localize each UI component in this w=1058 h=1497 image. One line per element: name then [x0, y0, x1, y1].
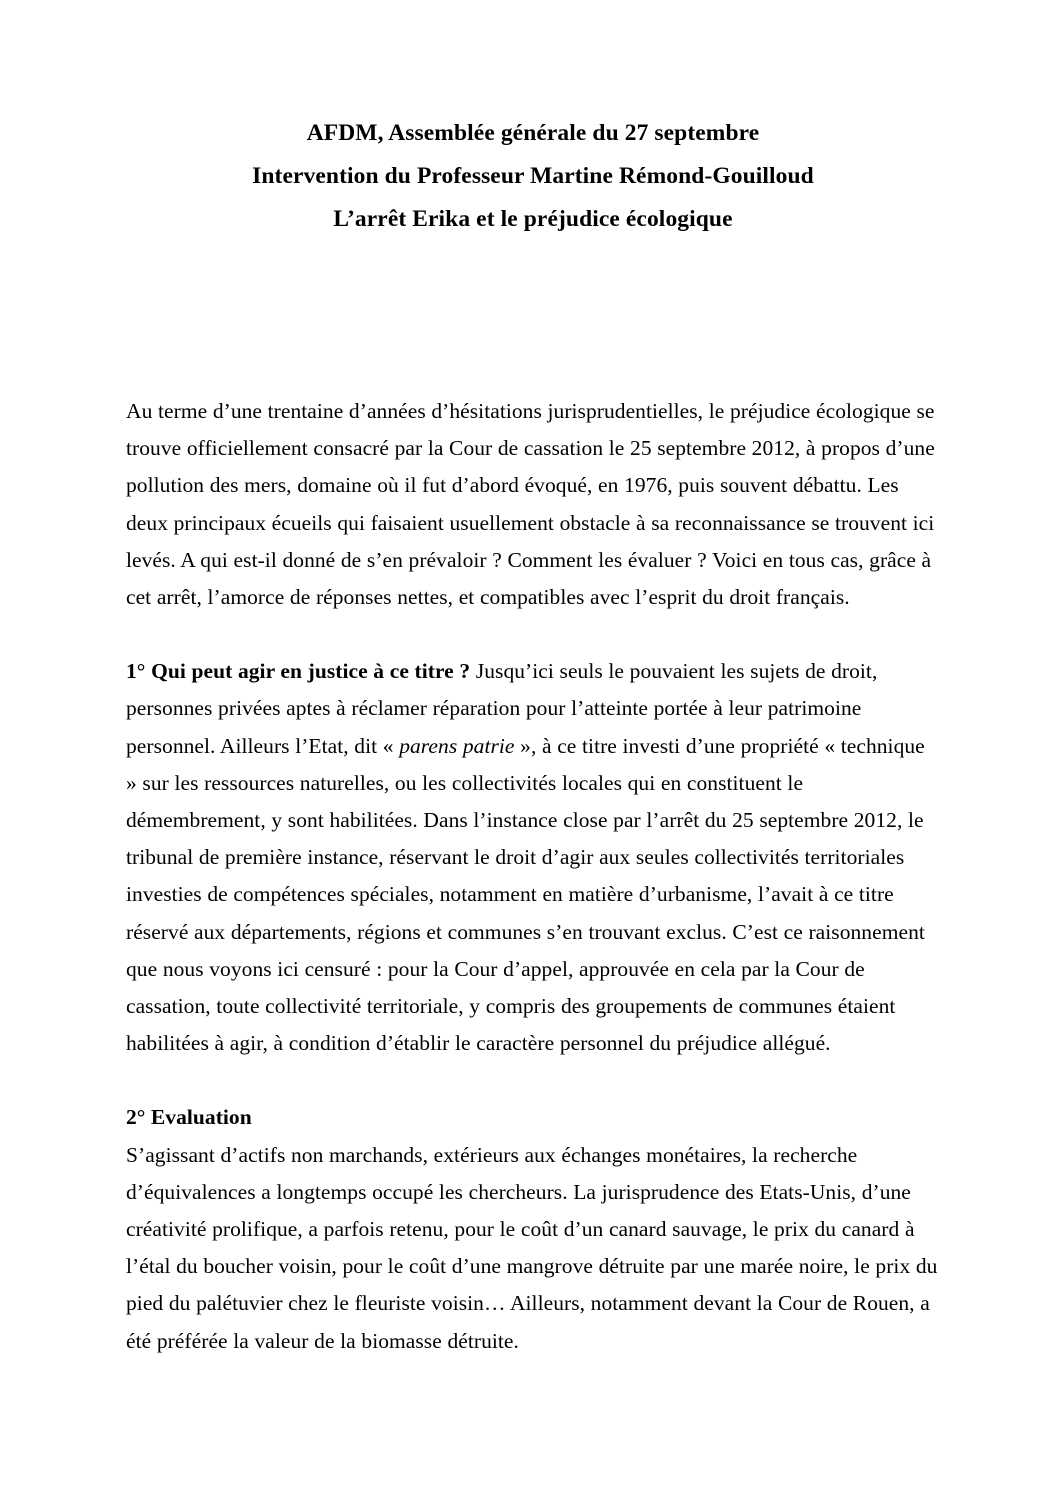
paragraph-section-2: S’agissant d’actifs non marchands, extérieurs aux échanges monétaires, la recherche d’équivalences a longtemps occupé les chercheurs. La jurisprudence des Etats-Unis, d’une créativité prolifique, a parfois retenu, pour le coût d’un canard sauvage, le prix du canard à l’étal du boucher voisin, pour le coût d’une mangrove détruite par une marée noire, le prix du pied du palétuvier chez le fleuriste voisin… Ailleurs, notamment devant la Cour de Rouen, a été préférée la valeur de la biomasse détruite. — [126, 1142, 938, 1353]
spacer-before-section-2 — [126, 1062, 940, 1099]
page-content — [126, 0, 940, 1360]
document-title — [126, 112, 940, 241]
spacer-before-intro — [126, 241, 940, 393]
spacer-before-section-1 — [126, 616, 940, 653]
title-line-2: Intervention du Professeur Martine Rémond-Gouilloud — [252, 163, 814, 189]
section-1-text-part-2: », à ce titre investi d’une propriété « technique » sur les ressources naturelles, ou les collectivités locales qui en constituent le démembrement, y sont habilitées. Dans l’instance close par l’arrêt du 25 septembre 2012, le tribunal de première instance, réservant le droit d’agir aux seules collectivités territoriales investies de compétences spéciales, notamment en matière d’urbanisme, l’avait à ce titre réservé aux départements, régions et communes s’en trouvant exclus. C’est ce raisonnement que nous voyons ici censuré : pour la Cour d’appel, approuvée en cela par la Cour de cassation, toute collectivité territoriale, y compris des groupements de communes étaient habilitées à agir, à condition d’établir le caractère personnel du préjudice allégué. — [126, 733, 925, 1056]
paragraph-section-1 — [126, 653, 940, 1062]
paragraph-intro: Au terme d’une trentaine d’années d’hésitations jurisprudentielles, le préjudice écologique se trouve officiellement consacré par la Cour de cassation le 25 septembre 2012, à propos d’une pollution des mers, domaine où il fut d’abord évoqué, en 1976, puis souvent débattu. Les deux principaux écueils qui faisaient usuellement obstacle à sa reconnaissance se trouvent ici levés. A qui est-il donné de s’en prévaloir ? Comment les évaluer ? Voici en tous cas, grâce à cet arrêt, l’amorce de réponses nettes, et compatibles avec l’esprit du droit français. — [126, 399, 935, 610]
title-line-3: L’arrêt Erika et le préjudice écologique — [333, 206, 733, 232]
section-2-heading: 2° Evaluation — [126, 1105, 252, 1130]
section-1-latin-phrase: parens patrie — [399, 733, 515, 758]
title-line-1: AFDM, Assemblée générale du 27 septembre — [306, 120, 760, 146]
document-body — [126, 241, 940, 1360]
section-1-text-part-1: Jusqu’ici seuls le pouvaient les sujets de droit, personnes privées aptes à réclamer réparation pour l’atteinte portée à leur patrimoine personnel. Ailleurs l’Etat, dit « — [126, 659, 878, 758]
section-1-lead-label: 1° Qui peut agir en justice à ce titre ? — [126, 659, 476, 684]
